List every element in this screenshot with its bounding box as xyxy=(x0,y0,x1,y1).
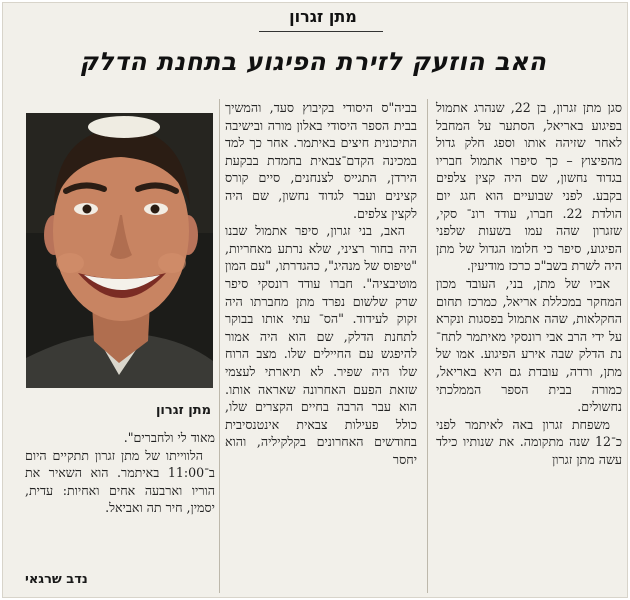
byline: נדב שרגאי xyxy=(25,572,88,587)
photo-caption: מתן זגרון xyxy=(155,403,211,418)
paragraph: מאוד לי ולחברים". xyxy=(123,430,215,445)
paragraph: הלווייתו של מתן זגרון תתקיים היום ב־11:00 באיתמר. הוא השאיר את הוריו וארבעה אחים ואחיות: עדית, יסמין, חיר תה ואביאל. xyxy=(25,447,215,516)
paragraph: האב, בני זגרון, סיפר אתמול שבנו היה בחור רציני, שלא נרתע מאחריות, "טיפוס של מנהיג", כהגדרתו, "עם המון מוטיבציה". חברו עודד רונסקי סיפר שרק שלשום נפרד מתן מחברתו היה זקוק לעידוד. "הס־ עתי אותו בבוקר לתחנת הדלק, שם הוא היה אמור להיפגש עם החיילים שלו. מצב הרוח שלו היה שפיר. לא תיארתי לעצמי שזאת הפעם האחרונה שאראה אותו. הוא עבר הרבה בחיים הקצרים שלו, כולל פעילות צבאית אינטנסיבית בחודשים האחרונים בקלקיליה, והוא יחסר xyxy=(225,223,417,467)
paragraph: אביו של מתן, בני, העובד מכון המחקר במכללת אריאל, כמרכז תחום החקלאות, שהה אתמול בפסגות ונקרא על ידי הרב אבי רונסקי מאיתמר לתח־ נת הדלק שבה אירע הפיגוע. אמו של מתן, ורדה, עובדת גם היא באריאל, כמורה בבית הספר הממלכתי נחשולים. xyxy=(436,275,622,415)
paragraph: משפחת זגרון באה לאיתמר לפני כ־12 שנה מתקומה. את שנותיו כילד עשה מתן זגרון xyxy=(436,416,622,467)
paragraph: בביה"ס היסודי בקיבוץ סעד, והמשיך בבית הספר היסודי באלון מורה ובישיבה התיכונית חיצים באיתמר. אחר כך למד במכינה הקדם־צבאית בחמדת בבקעת הירדן, התגייס לצנחנים, סיים קורס קצינים ועבר לגדוד נחשון, שם היה לקצין צלפים. xyxy=(225,100,417,221)
article-column-middle xyxy=(225,99,417,468)
column-divider xyxy=(427,99,428,593)
article-column-left xyxy=(25,429,215,517)
headline: האב הוזעק לזירת הפיגוע בתחנת הדלק xyxy=(79,47,547,76)
article-column-right xyxy=(436,99,622,468)
paragraph: סגן מתן זגרון, בן 22, שנהרג אתמול בפיגוע באריאל, הסתער על המחבל לאחר שזיהה אותו וספג חלק גדול מהפיצוץ – כך סיפרו אתמול חבריו בגדוד נחשון, שם היה קצין צלפים בקבע. לפני שבועיים הוא חגג יום הולדת 22. חברו, עודד רונ־ סקי, שזגרון שהה עמו בשעות שלפני הפיגוע, סיפר כי חלומו הגדול של מתן היה לשרת בשב"כ כרכז מודיעין. xyxy=(436,100,622,274)
portrait-image xyxy=(26,113,213,388)
kicker-name: מתן זגרון xyxy=(289,7,357,26)
kicker-underline xyxy=(259,31,383,32)
portrait-photo xyxy=(26,113,213,388)
column-divider xyxy=(219,99,220,593)
newspaper-clipping xyxy=(2,2,628,598)
